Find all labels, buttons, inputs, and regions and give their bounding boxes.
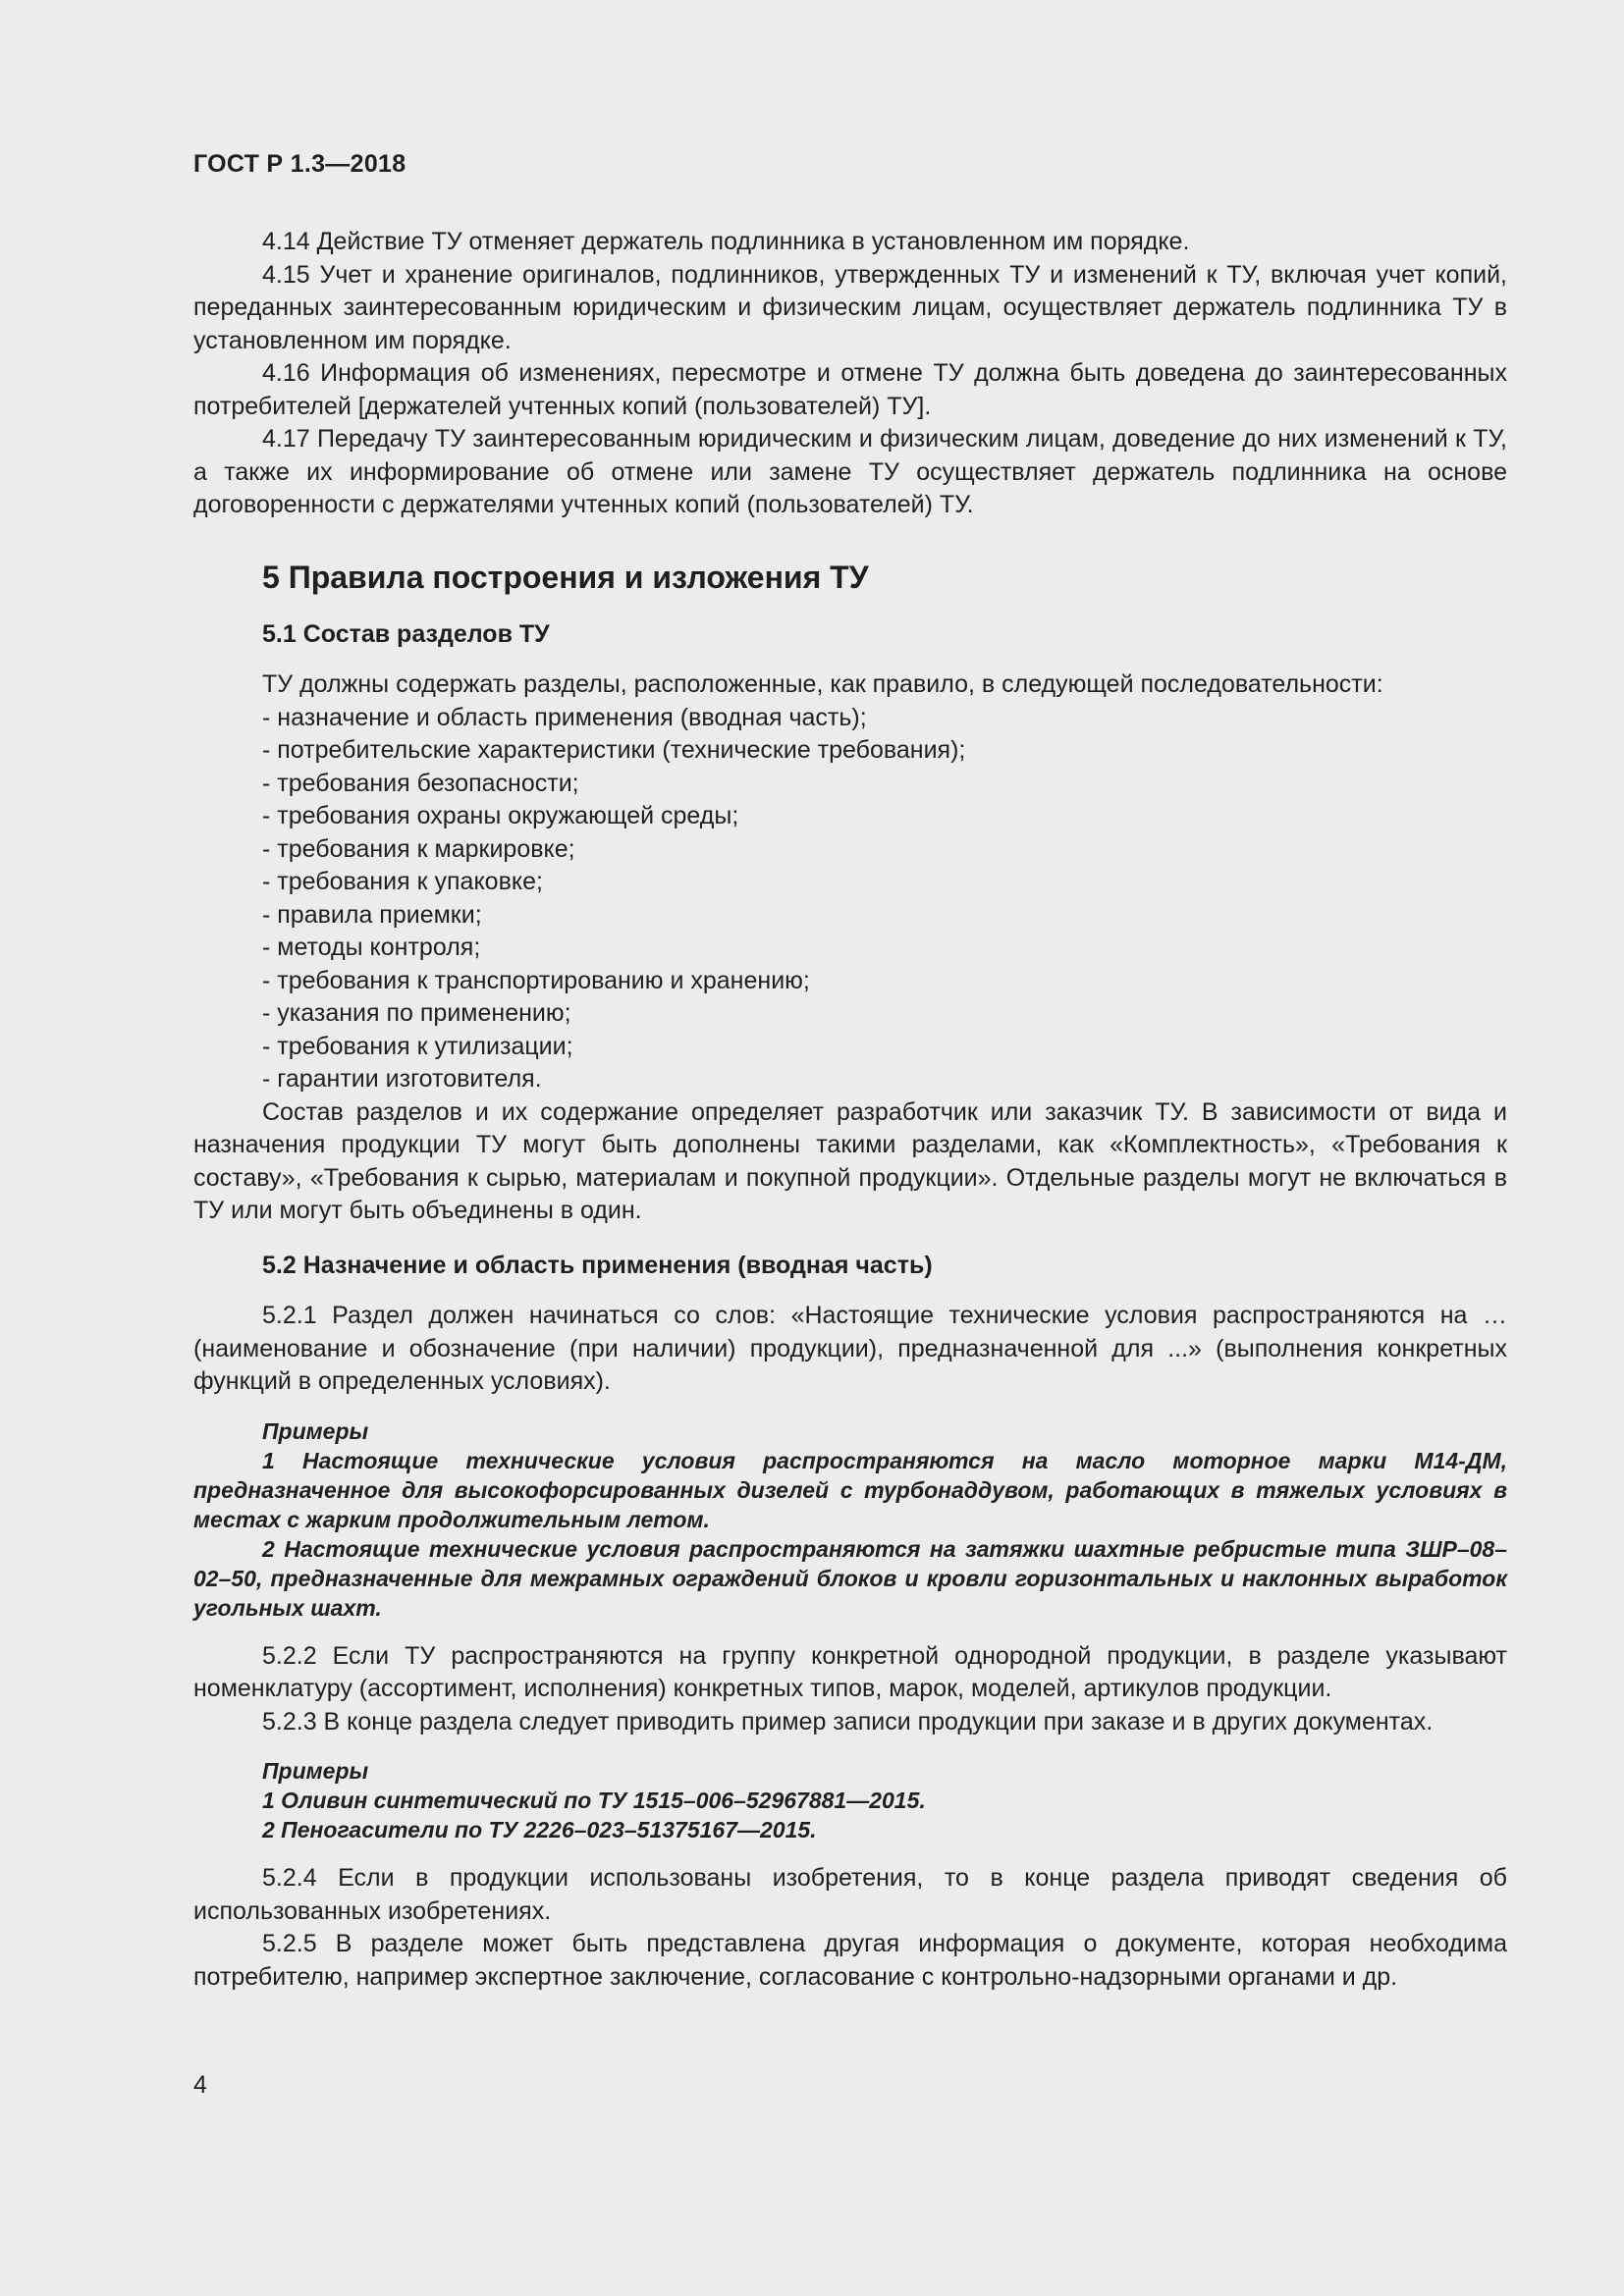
example-item: 2 Пеногасители по ТУ 2226–023–51375167—2015. xyxy=(262,1817,817,1842)
document-body xyxy=(193,226,1507,1994)
section-5-2-title: 5.2 Назначение и область применения (вводная часть) xyxy=(262,1251,933,1279)
list-item: - требования к утилизации; xyxy=(262,1032,573,1060)
paragraph-5-2-4: 5.2.4 Если в продукции использованы изобретения, то в конце раздела приводят сведения об использованных изобретениях. xyxy=(193,1864,1507,1925)
paragraph-4-16: 4.16 Информация об изменениях, пересмотре и отмене ТУ должна быть доведена до заинтересованных потребителей [держателей учтенных копий (пользователей) ТУ]. xyxy=(193,359,1507,420)
section-list xyxy=(193,702,1507,1096)
examples-block-2 xyxy=(193,1756,1507,1844)
list-item: - требования к транспортированию и хранению; xyxy=(262,966,810,994)
example-item: 1 Оливин синтетический по ТУ 1515–006–52967881—2015. xyxy=(262,1788,926,1813)
example-item: 2 Настоящие технические условия распространяются на затяжки шахтные ребристые типа ЗШР–08–02–50, предназначенные для межрамных ограждений блоков и кровли горизонтальных и наклонных выработок угольных шахт. xyxy=(193,1535,1507,1621)
section-5-1-outro: Состав разделов и их содержание определяет разработчик или заказчик ТУ. В зависимости от вида и назначения продукции ТУ могут быть дополнены такими разделами, как «Комплектность», «Требования к составу», «Требования к сырью, материалам и покупной продукции». Отдельные разделы могут не включаться в ТУ или могут быть объединены в один. xyxy=(193,1097,1507,1224)
list-item: - потребительские характеристики (технические требования); xyxy=(262,736,966,764)
examples-block-1 xyxy=(193,1416,1507,1623)
section-5-title: 5 Правила построения и изложения ТУ xyxy=(262,559,869,595)
paragraph-4-14: 4.14 Действие ТУ отменяет держатель подлинника в установленном им порядке. xyxy=(262,228,1190,255)
page-number: 4 xyxy=(193,2071,207,2099)
list-item: - правила приемки; xyxy=(262,900,482,929)
paragraph-4-17: 4.17 Передачу ТУ заинтересованным юридическим и физическим лицам, доведение до них изменений к ТУ, а также их информирование об отмене или замене ТУ осуществляет держатель подлинника на основе договоренности с держателями учтенных копий (пользователей) ТУ. xyxy=(193,425,1507,518)
paragraph-4-15: 4.15 Учет и хранение оригиналов, подлинников, утвержденных ТУ и изменений к ТУ, включая учет копий, переданных заинтересованным юридическим и физическим лицам, осуществляет держатель подлинника ТУ в установленном им порядке. xyxy=(193,260,1507,354)
list-item: - требования безопасности; xyxy=(262,769,579,797)
example-item: 1 Настоящие технические условия распространяются на масло моторное марки М14-ДМ, предназначенное для высокофорсированных дизелей с турбонаддувом, работающих в тяжелых условиях в местах с жарким продолжительным летом. xyxy=(193,1447,1507,1532)
document-code: ГОСТ Р 1.3—2018 xyxy=(193,150,406,178)
list-item: - методы контроля; xyxy=(262,934,481,961)
list-item: - гарантии изготовителя. xyxy=(262,1065,542,1093)
list-item: - требования к упаковке; xyxy=(262,868,543,895)
section-5-1-intro: ТУ должны содержать разделы, расположенные, как правило, в следующей последовательности: xyxy=(262,670,1383,698)
examples-title: Примеры xyxy=(262,1758,369,1784)
list-item: - указания по применению; xyxy=(262,999,571,1027)
paragraph-5-2-3: 5.2.3 В конце раздела следует приводить пример записи продукции при заказе и в других документах. xyxy=(262,1707,1434,1735)
section-5-1-title: 5.1 Состав разделов ТУ xyxy=(262,619,550,648)
paragraph-5-2-2: 5.2.2 Если ТУ распространяются на группу конкретной однородной продукции, в разделе указывают номенклатуру (ассортимент, исполнения) конкретных типов, марок, моделей, артикулов продукции. xyxy=(193,1641,1507,1702)
paragraph-5-2-1: 5.2.1 Раздел должен начинаться со слов: «Настоящие технические условия распространяются на …(наименование и обозначение (при наличии) продукции), предназначенной для ...» (выполнения конкретных функций в определенных условиях). xyxy=(193,1302,1507,1395)
list-item: - требования к маркировке; xyxy=(262,834,575,863)
paragraph-5-2-5: 5.2.5 В разделе может быть представлена другая информация о документе, которая необходима потребителю, например экспертное заключение, согласование с контрольно-надзорными органами и др. xyxy=(193,1930,1507,1991)
list-item: - назначение и область применения (вводная часть); xyxy=(262,703,867,731)
examples-title: Примеры xyxy=(262,1417,369,1444)
list-item: - требования охраны окружающей среды; xyxy=(262,802,739,829)
